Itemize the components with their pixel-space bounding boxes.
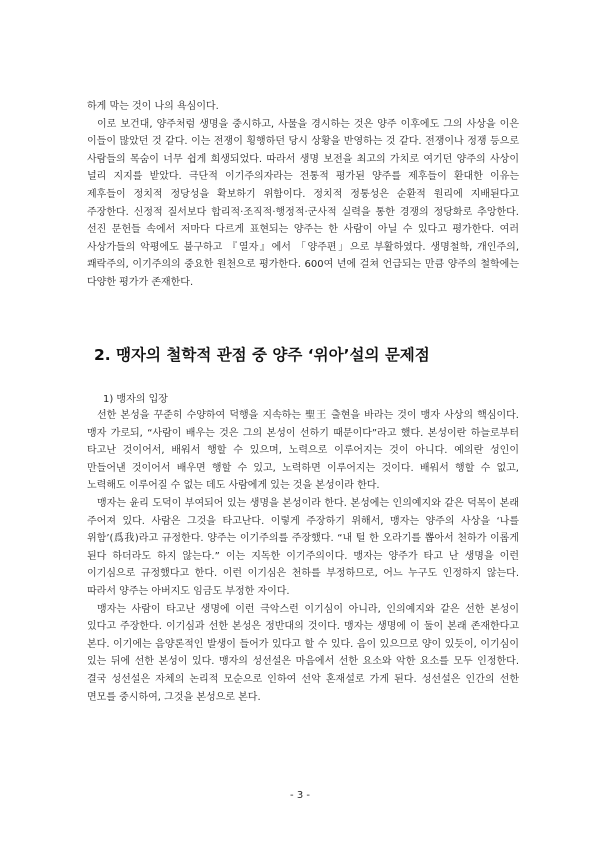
section-1-body <box>87 98 519 292</box>
paragraph-mencius-selfishness: 맹자는 사람이 타고난 생명에 이런 극악스런 이기심이 아니라, 인의예지와 같은 선한 본성이 있다고 주장한다. 이기심과 선한 본성은 정반대의 것이다. 맹자는 생명에 이 둘이 본래 존재한다고 본다. 이기에는 음양론적인 발생이 들어가 있다고 할 수 있다. 음이 있으므로 양이 있듯이, 이기심이 있는 뒤에 선한 본성이 있다. 맹자의 성선설은 마음에서 선한 요소와 악한 요소를 모두 인정한다. 결국 성선설은 자체의 논리적 모순으로 인하여 선악 혼재설로 가게 된다. 성선설은 인간의 선한 면모를 중시하여, 그것을 본성으로 본다. <box>87 603 519 703</box>
paragraph-mencius-nature: 맹자는 윤리 도덕이 부여되어 있는 생명을 본성이라 한다. 본성에는 인의예지와 같은 덕목이 본래 주어져 있다. 사람은 그것을 타고난다. 이렇게 주장하기 위해서, 맹자는 양주의 사상을 ‘나를 위함’(爲我)라고 규정한다. 양주는 이기주의를 주장했다. “내 털 한 오라기를 뽑아서 천하가 이롭게 된다 하더라도 하지 않는다.” 이는 지독한 이기주의이다. 맹자는 양주가 타고 난 생명을 이런 이기심으로 규정했다고 한다. 이런 이기심은 천하를 부정하므로, 어느 누구도 인정하지 않는다. 따라서 양주는 아버지도 임금도 부정한 자이다. <box>87 497 519 597</box>
section-2-body <box>87 407 519 706</box>
paragraph-yangzhu-legacy: 이로 보건대, 양주처럼 생명을 중시하고, 사물을 경시하는 것은 양주 이후에도 그의 사상을 이은 이들이 많았던 것 같다. 이는 전쟁이 횡행하던 당시 상황을 반영하는 것 같다. 전쟁이나 정쟁 등으로 사람들의 목숨이 너무 쉽게 희생되었다. 따라서 생명 보전을 최고의 가치로 여기던 양주의 사상이 널리 지지를 받았다. 극단적 이기주의자라는 전통적 평가된 양주를 제후들이 환대한 이유는 제후들이 정치적 정당성을 확보하기 위함이다. 정치적 정통성은 순환적 원리에 지배된다고 주장한다. 신정적 질서보다 합리적·조직적·행정적·군사적 실력을 통한 경쟁의 정당화로 추앙한다. 선진 문헌들 속에서 저마다 다르게 표현되는 양주는 한 사람이 아닐 수 있다고 평가한다. 여러 사상가들의 악평에도 불구하고 『열자』에서 「양주편」으로 부활하였다. 생명철학, 개인주의, 쾌락주의, 이기주의의 중요한 원천으로 평가한다. 600여 년에 걸쳐 언급되는 만큼 양주의 철학에는 다양한 평가가 존재한다. <box>87 118 519 288</box>
paragraph-mencius-core: 선한 본성을 꾸준히 수양하여 덕행을 지속하는 聖王 출현을 바라는 것이 맹자 사상의 핵심이다. 맹자 가로되, “사람이 배우는 것은 그의 본성이 선하기 때문이다”라고 했다. 본성이란 하늘로부터 타고난 것이어서, 배워서 행할 수 있으며, 노력으로 이루어지는 것이 아니다. 예의란 성인이 만들어낸 것이어서 배우면 행할 수 있고, 노력하면 이루어지는 것이다. 배워서 행할 수 없고, 노력해도 이루어질 수 없는 데도 사람에게 있는 것을 본성이라 한다. <box>87 410 519 492</box>
page-number: - 3 - <box>290 790 310 801</box>
subsection-heading: 1) 맹자의 입장 <box>103 394 168 405</box>
paragraph-continuation: 하게 막는 것이 나의 욕심이다. <box>87 101 219 112</box>
section-heading: 2. 맹자의 철학적 관점 중 양주 ‘위아’설의 문제점 <box>94 346 430 364</box>
